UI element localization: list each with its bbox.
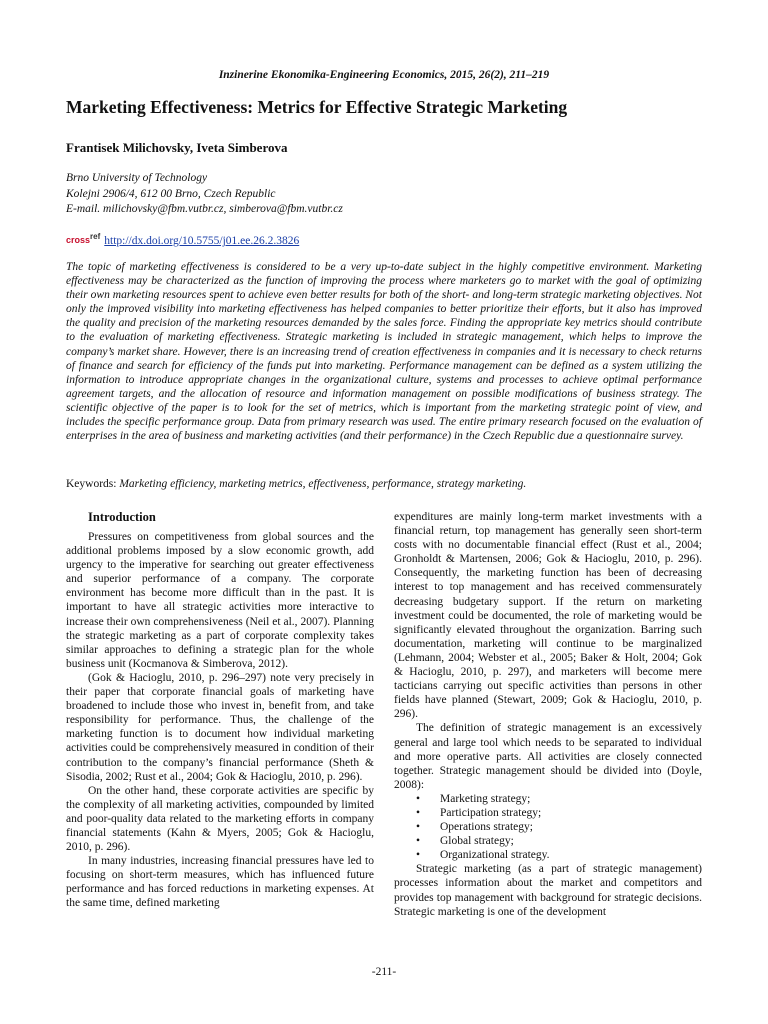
crossref-logo-sup: ref xyxy=(90,232,101,241)
list-item: • Global strategy; xyxy=(416,834,702,848)
abstract: The topic of marketing effectiveness is considered to be a very up-to-date subject in the highly competitive environment. Marketing effectiveness may be characterized as the function of improving the process where marketers go to market with the goal of optimizing their own marketing resources spent to achieve even better results for both of the short- and long-term strategic marketing objectives. Not only the improved visibility into marketing effectiveness has helped companies to better prioritize their efforts, but it also has improved the quality and precision of the marketing resources demanded by the sales force. Finding the appropriate key metrics should contribute to the evaluation of marketing effectiveness. Strategic marketing is included in strategic management, which helps to improve the company’s market share. However, there is an increasing trend of creation effectiveness in companies and it is necessary to check returns of finance and search for efficiency of the funds put into marketing. Performance management can be defined as a system utilizing the information to introduce appropriate changes in the organizational culture, systems and processes to achieve optimal performance agreement targets, and the allocation of resource and information management on possible modifications of business strategy. The scientific objective of the paper is to look for the set of metrics, which is important from the marketing strategic point of view, and includes the specific performance group. Data from primary research was used. The entire primary research focused on the evaluation of enterprises in the area of business and marketing activities (and their performance) in the Czech Republic due a questionnaire survey. xyxy=(66,261,702,443)
affiliation-block xyxy=(66,171,706,218)
list-item: • Operations strategy; xyxy=(416,820,702,834)
journal-citation: Inzinerine Ekonomika-Engineering Economics, 2015, 26(2), 211–219 xyxy=(218,69,550,81)
list-item: • Organizational strategy. xyxy=(416,848,702,862)
strategy-list xyxy=(394,792,702,862)
body-paragraph: In many industries, increasing financial pressures have led to focusing on short-term measures, which has influenced future performance and has forced reductions in marketing expenses. At the same time, defined marketing xyxy=(66,855,374,910)
section-heading-introduction: Introduction xyxy=(88,510,156,524)
affiliation-university: Brno University of Technology xyxy=(66,172,208,184)
body-paragraph: The definition of strategic management is an excessively general and large tool which needs to be separated to individual and more operative parts. All activities are closely connected together. Strategic management should be divided into (Doyle, 2008): xyxy=(394,722,702,791)
body-paragraph: Pressures on competitiveness from global sources and the additional problems imposed by a slow economic growth, add urgency to the imperative for searching out greater effectiveness and superior performance of a company. The corporate environment has become more difficult than in the past. It is important to have all strategic activities more interactive to increase their own comprehensiveness (Neil et al., 2007). Planning the strategic marketing as a part of corporate complexity takes similar approaches to defining a strategic plan for the whole business unit (Kocmanova & Simberova, 2012). xyxy=(66,531,374,670)
doi-row xyxy=(66,232,299,247)
body-paragraph: On the other hand, these corporate activities are specific by the complexity of all marketing activities, compounded by limited and poor-quality data related to the marketing efforts in company financial statements (Kahn & Myers, 2005; Gok & Hacioglu, 2010, p. 296). xyxy=(66,784,374,854)
keywords-text: Marketing efficiency, marketing metrics, effectiveness, performance, strategy marketing. xyxy=(119,478,527,490)
body-paragraph: (Gok & Hacioglu, 2010, p. 296–297) note very precisely in their paper that corporate financial goals of marketing have broadened to include those who invest in, benefit from, and take responsibility for performance. Thus, the challenge of the marketing function is to document how individual marketing activities could be comprehensively measured in condition of their contribution to the company’s financial performance (Sheth & Sisodia, 2002; Rust et al., 2004; Gok & Hacioglu, 2010, p. 296). xyxy=(66,671,374,783)
affiliation-email: E-mail. milichovsky@fbm.vutbr.cz, simberova@fbm.vutbr.cz xyxy=(66,203,343,215)
keywords-line xyxy=(66,478,706,490)
body-paragraph: expenditures are mainly long-term market investments with a financial return, top management has generally seen short-term costs with no documentable financial effect (Rust et al., 2004; Gronholdt & Martensen, 2006; Gok & Hacioglu, 2010, p. 296). Consequently, the marketing function has been of decreasing interest to top management and has received commensurately decreasing budgetary support. If the return on marketing investment could be documented, the role of marketing would be significantly elevated throughout the organization. Barring such documentation, marketing will continue to be marginalized (Lehmann, 2004; Webster et al., 2005; Baker & Holt, 2004; Gok & Hacioglu, 2010, p. 297), and marketers will become mere tacticians carrying out specific activities than persons in other fields have planned (Stewart, 2009; Gok & Hacioglu, 2010, p. 296). xyxy=(394,511,702,721)
paper-authors: Frantisek Milichovsky, Iveta Simberova xyxy=(66,140,288,155)
crossref-logo-text: cross xyxy=(66,235,91,245)
crossref-logo-icon xyxy=(66,232,101,245)
page-number: -211- xyxy=(371,966,397,978)
affiliation-address: Kolejni 2906/4, 612 00 Brno, Czech Republic xyxy=(66,187,276,200)
list-item: • Participation strategy; xyxy=(416,806,702,820)
doi-link[interactable]: http://dx.doi.org/10.5755/j01.ee.26.2.3826 xyxy=(104,235,300,247)
left-column xyxy=(66,510,374,911)
keywords-label: Keywords: xyxy=(66,478,120,490)
list-item: • Marketing strategy; xyxy=(416,792,702,806)
body-paragraph: Strategic marketing (as a part of strategic management) processes information about the market and competitors and provides top management with background for strategic decisions. Strategic marketing is one of the development xyxy=(394,863,702,918)
right-column xyxy=(394,510,702,919)
paper-title: Marketing Effectiveness: Metrics for Effective Strategic Marketing xyxy=(66,97,568,117)
